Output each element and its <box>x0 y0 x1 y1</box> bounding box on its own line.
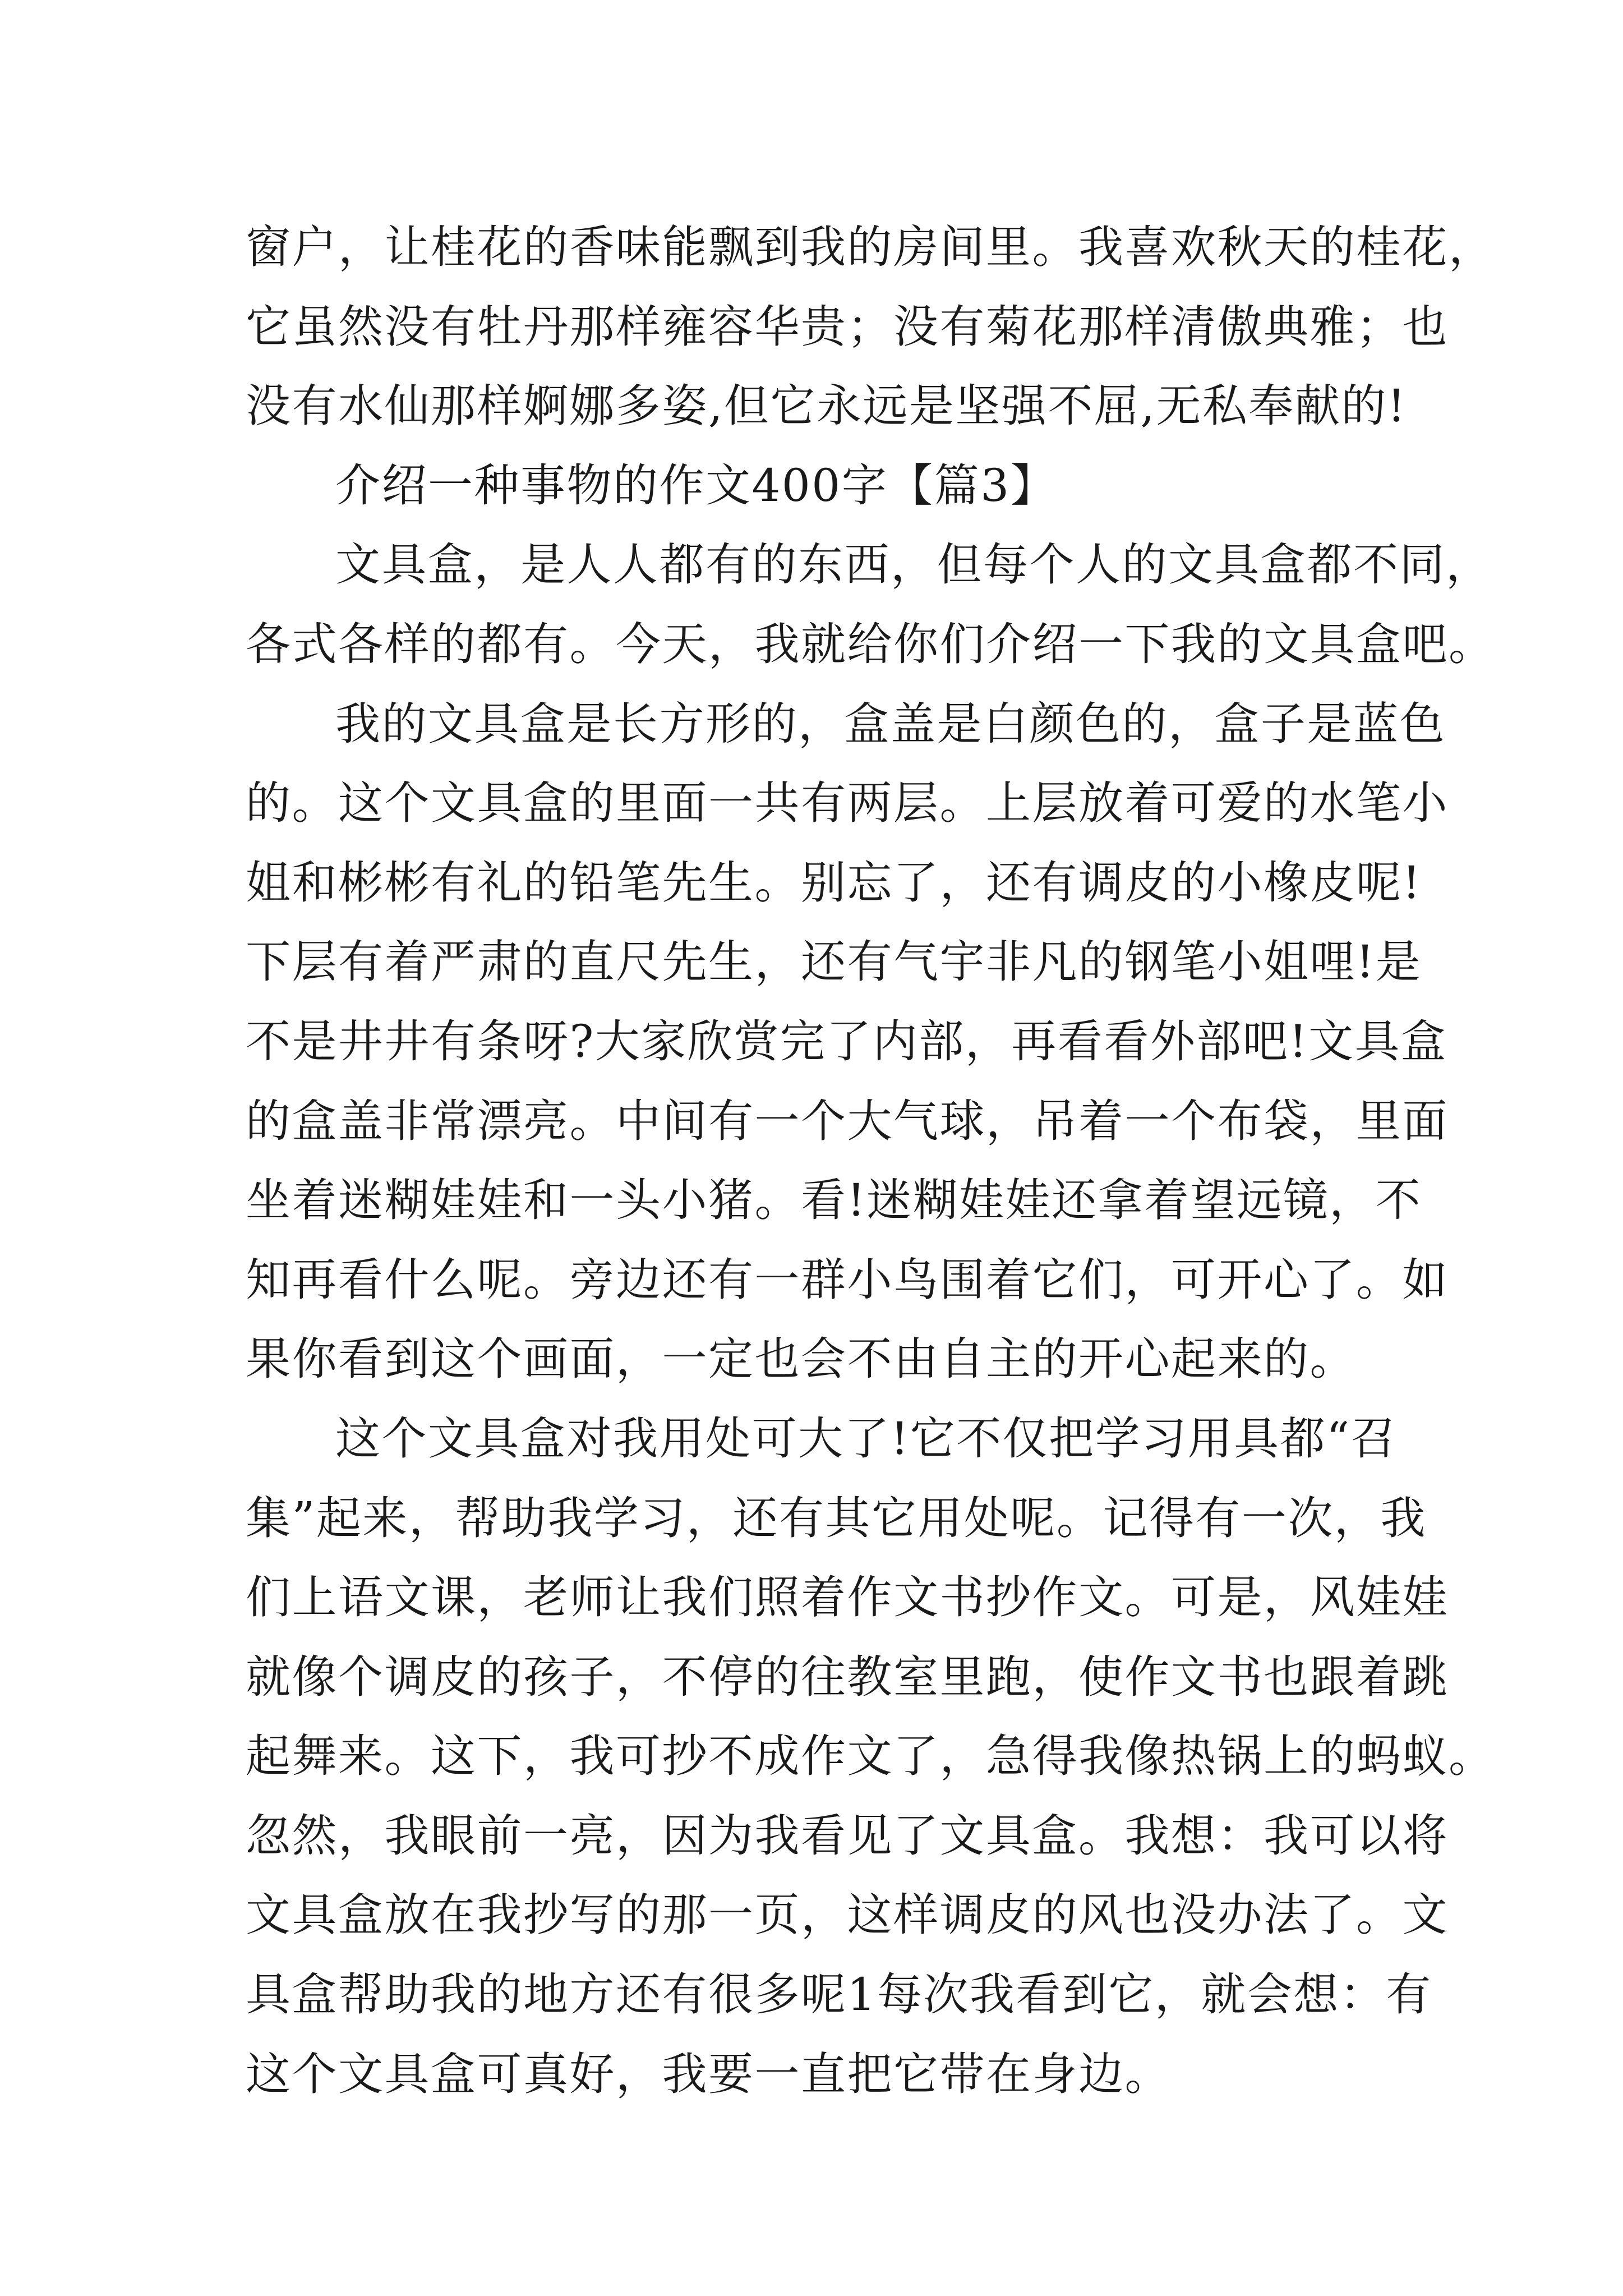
text-line: 果你看到这个画面，一定也会不由自主的开心起来的。 <box>246 1333 1356 1386</box>
paragraph-first-line: 文具盒，是人人都有的东西，但每个人的文具盒都不同， <box>335 539 1492 591</box>
text-line: 文具盒放在我抄写的那一页，这样调皮的风也没办法了。文 <box>246 1889 1449 1941</box>
essay-body <box>246 208 1495 2114</box>
text-line: 具盒帮助我的地方还有很多呢1每次我看到它，就会想：有 <box>246 1968 1432 2021</box>
text-line: 忽然，我眼前一亮，因为我看见了文具盒。我想：我可以将 <box>246 1809 1449 1862</box>
text-line: 坐着迷糊娃娃和一头小猪。看!迷糊娃娃还拿着望远镜，不 <box>246 1174 1422 1227</box>
text-line: 的盒盖非常漂亮。中间有一个大气球，吊着一个布袋，里面 <box>246 1094 1449 1147</box>
text-line: 就像个调皮的孩子，不停的往教室里跑，使作文书也跟着跳 <box>246 1650 1449 1703</box>
text-line: 的。这个文具盒的里面一共有两层。上层放着可爱的水笔小 <box>246 777 1449 830</box>
text-line: 没有水仙那样婀娜多姿,但它永远是坚强不屈,无私奉献的! <box>246 380 1407 432</box>
section-heading: 介绍一种事物的作文400字【篇3】 <box>335 459 1057 512</box>
text-line: 知再看什么呢。旁边还有一群小鸟围着它们，可开心了。如 <box>246 1253 1449 1306</box>
text-line: 窗户，让桂花的香味能飘到我的房间里。我喜欢秋天的桂花， <box>246 221 1495 273</box>
paragraph-first-line: 我的文具盒是长方形的，盒盖是白颜色的，盒子是蓝色 <box>335 697 1446 750</box>
text-line: 各式各样的都有。今天，我就给你们介绍一下我的文具盒吧。 <box>246 618 1495 670</box>
text-line: 集”起来，帮助我学习，还有其它用处呢。记得有一次，我 <box>246 1492 1427 1544</box>
text-line: 们上语文课，老师让我们照着作文书抄作文。可是，风娃娃 <box>246 1571 1449 1624</box>
text-line: 不是井井有条呀?大家欣赏完了内部，再看看外部吧!文具盒 <box>246 1015 1447 1068</box>
paragraph-first-line: 这个文具盒对我用处可大了!它不仅把学习用具都“召 <box>335 1412 1398 1465</box>
text-line: 姐和彬彬有礼的铅笔先生。别忘了，还有调皮的小橡皮呢! <box>246 856 1422 909</box>
text-line: 下层有着严肃的直尺先生，还有气宇非凡的钢笔小姐哩!是 <box>246 936 1422 988</box>
text-line: 它虽然没有牡丹那样雍容华贵；没有菊花那样清傲典雅；也 <box>246 300 1449 353</box>
text-line: 起舞来。这下，我可抄不成作文了，急得我像热锅上的蚂蚁。 <box>246 1730 1495 1783</box>
text-line: 这个文具盒可真好，我要一直把它带在身边。 <box>246 2047 1171 2100</box>
